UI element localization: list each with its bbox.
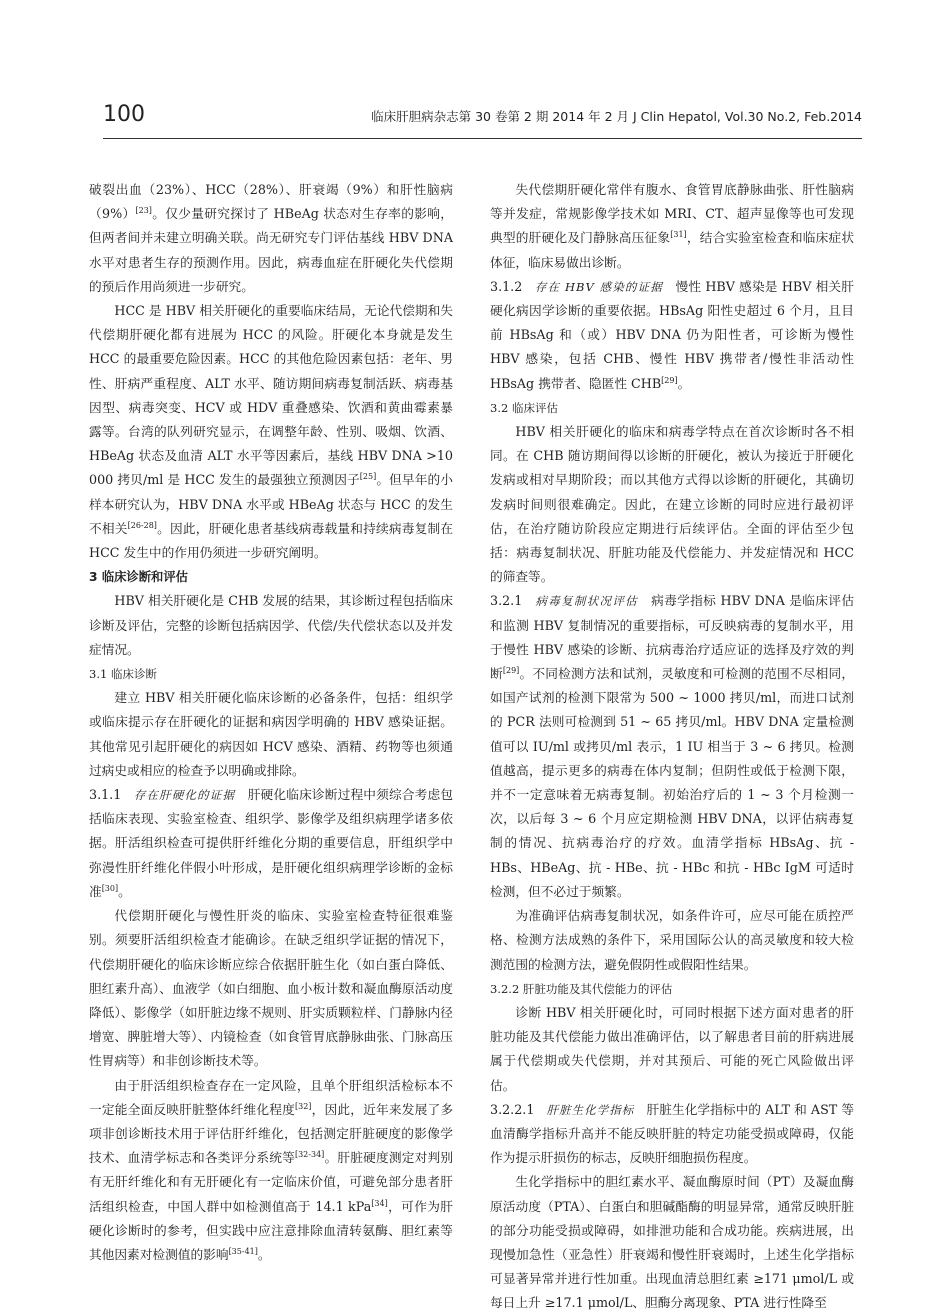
subsection-heading: 3.1 临床诊断 [89,667,157,682]
text: 肝脏生化学指标中的 ALT 和 AST 等血清酶学指标升高并不能反映肝脏的特定功能受损或障碍，仅能作为提示肝损伤的标志，反映肝细胞损伤程度。 [490,1101,855,1166]
citation: [32-34] [294,1149,325,1159]
right-column [490,178,854,1316]
paragraph: 诊断 HBV 相关肝硬化时，可同时根据下述方面对患者的肝脏功能及其代偿能力做出准确评估，以了解患者目前的肝病进展属于代偿期或失代偿期，并对其预后、可能的死亡风险做出评估。 [490,1004,854,1093]
citation: [29] [502,665,520,675]
subsection-number: 3.2.1 [490,593,523,609]
citation: [30] [101,883,119,893]
subsection-title: 肝脏生化学指标 [546,1102,635,1117]
paragraph: 代偿期肝硬化与慢性肝炎的临床、实验室检查特征很难鉴别。须要肝活组织检查才能确诊。在缺乏组织学证据的情况下，代偿期肝硬化的临床诊断应综合依据肝脏生化（如白蛋白降低、胆红素升高）、血液学（如白细胞、血小板计数和凝血酶原活动度降低）、影像学（如肝脏边缘不规则、肝实质颗粒样、门静脉内径增宽、脾脏增大等）、内镜检查（如食管胃底静脉曲张、门脉高压性胃病等）和非创诊断技术等。 [89,908,453,1069]
subsection-number: 3.1.1 [89,787,122,803]
text: 。不同检测方法和试剂，灵敏度和可检测的范围不尽相同，如国产试剂的检测下限常为 500 ~ 1000 拷贝/ml，而进口试剂的 PCR 法则可检测到 51 ~ 65 拷贝/ml。HBV DNA 定量检测值可以 IU/ml 或拷贝/ml 表示，1 IU 相当于 3 ~ 6 拷贝。检测值越高，提示更多的病毒在体内复制；但阴性或低于检测下限，并不一定意味着无病毒复制。初始治疗后的 1 ~ 3 个月检测一次，以后每 3 ~ 6 个月应定期检测 HBV DNA，以评估病毒复制的情况、抗病毒治疗的疗效。血清学指标 HBsAg、抗 - HBs、HBeAg、抗 - HBe、抗 - HBc 和抗 - HBc IgM 可适时检测，但不必过于频繁。 [490,666,855,899]
text: 。 [257,1246,271,1262]
text: 慢性 HBV 感染是 HBV 相关肝硬化病因学诊断的重要依据。HBsAg 阳性史超过 6 个月，且目前 HBsAg 和（或）HBV DNA 仍为阳性者，可诊断为慢性 HBV 感染，包括 CHB、慢性 HBV 携带者/慢性非活动性 HBsAg 携带者、隐匿性 CHB [490,278,854,391]
subsection-number: 3.2.2.1 [490,1101,535,1117]
subsection-heading: 3.2.2 肝脏功能及其代偿能力的评估 [490,981,673,996]
citation: [31] [670,230,687,240]
page-number: 100 [103,102,145,127]
text: 。 [677,375,691,391]
section-heading: 3 临床诊断和评估 [89,570,188,585]
subsection-title: 存在肝硬化的证据 [133,788,236,803]
text: 。但早年的小样本研究认为，HBV DNA 水平或 HBeAg 状态与 HCC 的发生不相关 [89,472,453,536]
paragraph [89,783,453,904]
citation: [32] [294,1101,312,1111]
citation: [23] [135,205,152,215]
text: 。仅少量研究探讨了 HBeAg 状态对生存率的影响，但两者间并未建立明确关联。尚无研究专门评估基线 HBV DNA 水平对患者生存的预测作用。因此，病毒血症在肝硬化失代偿期的预后作用尚须进一步研究。 [89,206,453,294]
paragraph: 为准确评估病毒复制状况，如条件许可，应尽可能在质控严格、检测方法成熟的条件下，采用国际公认的高灵敏度和较大检测范围的检测方法，避免假阴性或假阳性结果。 [490,908,854,972]
paragraph [490,589,854,904]
text: 由于肝活组织检查存在一定风险，且单个肝组织活检标本不一定能全面反映肝脏整体纤维化程度 [89,1077,453,1117]
subsection-number: 3.1.2 [490,278,523,294]
paragraph [89,178,453,299]
text: 肝硬化临床诊断过程中须综合考虑包括临床表现、实验室检查、组织学、影像学及组织病理学诸多依据。肝活组织检查可提供肝纤维化分期的重要信息，肝组织学中弥漫性肝纤维化伴假小叶形成，是肝硬化组织病理学诊断的金标准 [89,787,454,899]
text: 病毒学指标 HBV DNA 是临床评估和监测 HBV 复制情况的重要指标，可反映病毒的复制水平，用于慢性 HBV 感染的诊断、抗病毒治疗适应证的选择及疗效的判断 [490,593,854,682]
paragraph: 生化学指标中的胆红素水平、凝血酶原时间（PT）及凝血酶原活动度（PTA）、白蛋白和胆碱酯酶的明显异常，通常反映肝脏的部分功能受损或障碍，如排泄功能和合成功能。疾病进展，出现慢加急性（亚急性）肝衰竭和慢性肝衰竭时，上述生化学指标可显著异常并进行性加重。出现血清总胆红素 ≥171 μmol/L 或每日上升 ≥17.1 μmol/L、胆酶分离现象、PTA 进行性降至 [490,1174,854,1311]
text: ，可作为肝硬化诊断时的参考，但实践中应注意排除血清转氨酶、胆红素等其他因素对检测值的影响 [89,1198,453,1262]
paragraph [490,178,854,275]
text: ，结合实验室检查和临床症状体征，临床易做出诊断。 [490,230,855,270]
paragraph: HBV 相关肝硬化是 CHB 发展的结果，其诊断过程包括临床诊断及评估，完整的诊断包括病因学、代偿/失代偿状态以及并发症情况。 [89,593,453,657]
citation: [35-41] [228,1246,258,1256]
paragraph [490,275,854,396]
text: 。肝脏硬度测定对判别有无肝纤维化和有无肝硬化有一定临床价值，可避免部分患者肝活组织检查，中国人群中如检测值高于 14.1 kPa [89,1150,454,1214]
paragraph [89,299,453,565]
paragraph: 建立 HBV 相关肝硬化临床诊断的必备条件，包括：组织学或临床提示存在肝硬化的证据和病因学明确的 HBV 感染证据。其他常见引起肝硬化的病因如 HCV 感染、酒精、药物等也须通过病史或相应的检查予以明确或排除。 [89,690,453,778]
citation: [26-28] [127,520,157,530]
subsection-title: 病毒复制状况评估 [535,594,639,609]
running-head: 临床肝胆病杂志第 30 卷第 2 期 2014 年 2 月 J Clin Hepatol, Vol.30 No.2, Feb.2014 [371,109,862,124]
citation: [34] [371,1198,388,1208]
page-header [103,100,862,136]
text: HCC 是 HBV 相关肝硬化的重要临床结局，无论代偿期和失代偿期肝硬化都有进展为 HCC 的风险。肝硬化本身就是发生 HCC 的最重要危险因素。HCC 的其他危险因素包括：老年、男性、肝病严重程度、ALT 水平、随访期间病毒复制活跃、病毒基因型、病毒突变、HCV 或 HDV 重叠感染、饮酒和黄曲霉素暴露等。台湾的队列研究显示，在调整年龄、性别、吸烟、饮酒、HBeAg 状态及血清 ALT 水平等因素后，基线 HBV DNA >10 000 拷贝/ml 是 HCC 发生的最强独立预测因子 [89,303,453,488]
subsection-heading: 3.2 临床评估 [490,400,558,415]
text: 。因此，肝硬化患者基线病毒载量和持续病毒复制在 HCC 发生中的作用仍须进一步研究阐明。 [89,520,454,561]
text: 破裂出血（23%）、HCC（28%）、肝衰竭（9%）和肝性脑病（9%） [89,182,453,222]
citation: [29] [661,375,678,385]
paragraph [89,1074,453,1268]
left-column [89,178,453,1267]
text: 。 [118,883,131,899]
paragraph: HBV 相关肝硬化的临床和病毒学特点在首次诊断时各不相同。在 CHB 随访期间得以诊断的肝硬化，被认为接近于肝硬化发病或相对早期阶段；而以其他方式得以诊断的肝硬化，其确切发病时间则很难确定。因此，在建立诊断的同时应进行最初评估，在治疗随访阶段应定期进行后续评估。全面的评估至少包括：病毒复制状况、肝脏功能及代偿能力、并发症情况和 HCC 的筛查等。 [490,424,854,585]
citation: [25] [359,472,377,482]
header-rule [103,138,862,139]
text: ，因此，近年来发展了多项非创诊断技术用于评估肝纤维化，包括测定肝脏硬度的影像学技术、血清学标志和各类评分系统等 [89,1101,454,1166]
text: 失代偿期肝硬化常伴有腹水、食管胃底静脉曲张、肝性脑病等并发症，常规影像学技术如 MRI、CT、超声显像等也可发现典型的肝硬化及门静脉高压征象 [490,182,854,246]
subsection-title: 存在 HBV 感染的证据 [534,279,663,294]
paragraph [490,1098,854,1171]
